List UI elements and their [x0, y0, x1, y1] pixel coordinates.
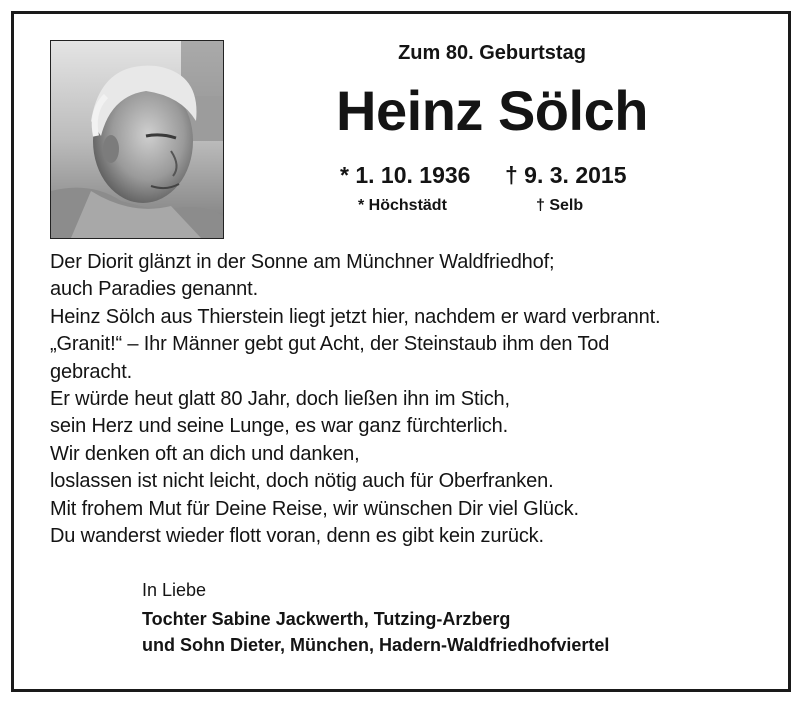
signer-line: und Sohn Dieter, München, Hadern-Waldfriedhofviertel: [142, 635, 610, 655]
death-date: † 9. 3. 2015: [505, 162, 627, 188]
portrait-image: [51, 41, 223, 238]
birth-place: * Höchstädt: [358, 197, 447, 214]
poem-text: [50, 249, 770, 550]
poem-line: Du wanderst wieder flott voran, denn es gibt kein zurück.: [50, 525, 544, 548]
portrait-photo: [50, 40, 224, 239]
poem-line: Wir denken oft an dich und danken,: [50, 442, 360, 465]
poem-line: loslassen ist nicht leicht, doch nötig auch für Oberfranken.: [50, 470, 554, 493]
deceased-name: Heinz Sölch: [336, 79, 648, 142]
death-place: † Selb: [536, 197, 584, 214]
poem-line: Der Diorit glänzt in der Sonne am Münchner Waldfriedhof;: [50, 251, 555, 273]
poem-line: sein Herz und seine Lunge, es war ganz fürchterlich.: [50, 415, 509, 438]
birth-date: * 1. 10. 1936: [340, 162, 471, 188]
poem-line: gebracht.: [50, 360, 133, 383]
poem-line: auch Paradies genannt.: [50, 278, 258, 301]
poem-line: „Granit!“ – Ihr Männer gebt gut Acht, der Steinstaub ihm den Tod: [50, 333, 610, 356]
signer-line: Tochter Sabine Jackwerth, Tutzing-Arzberg: [142, 609, 511, 629]
closing-greeting: In Liebe: [142, 580, 207, 600]
poem-line: Er würde heut glatt 80 Jahr, doch ließen ihn im Stich,: [50, 388, 510, 411]
poem-line: Mit frohem Mut für Deine Reise, wir wünschen Dir viel Glück.: [50, 497, 579, 520]
closing-block: [142, 578, 609, 658]
poem-line: Heinz Sölch aus Thierstein liegt jetzt hier, nachdem er ward verbrannt.: [50, 305, 661, 328]
occasion-subtitle: Zum 80. Geburtstag: [398, 42, 586, 64]
